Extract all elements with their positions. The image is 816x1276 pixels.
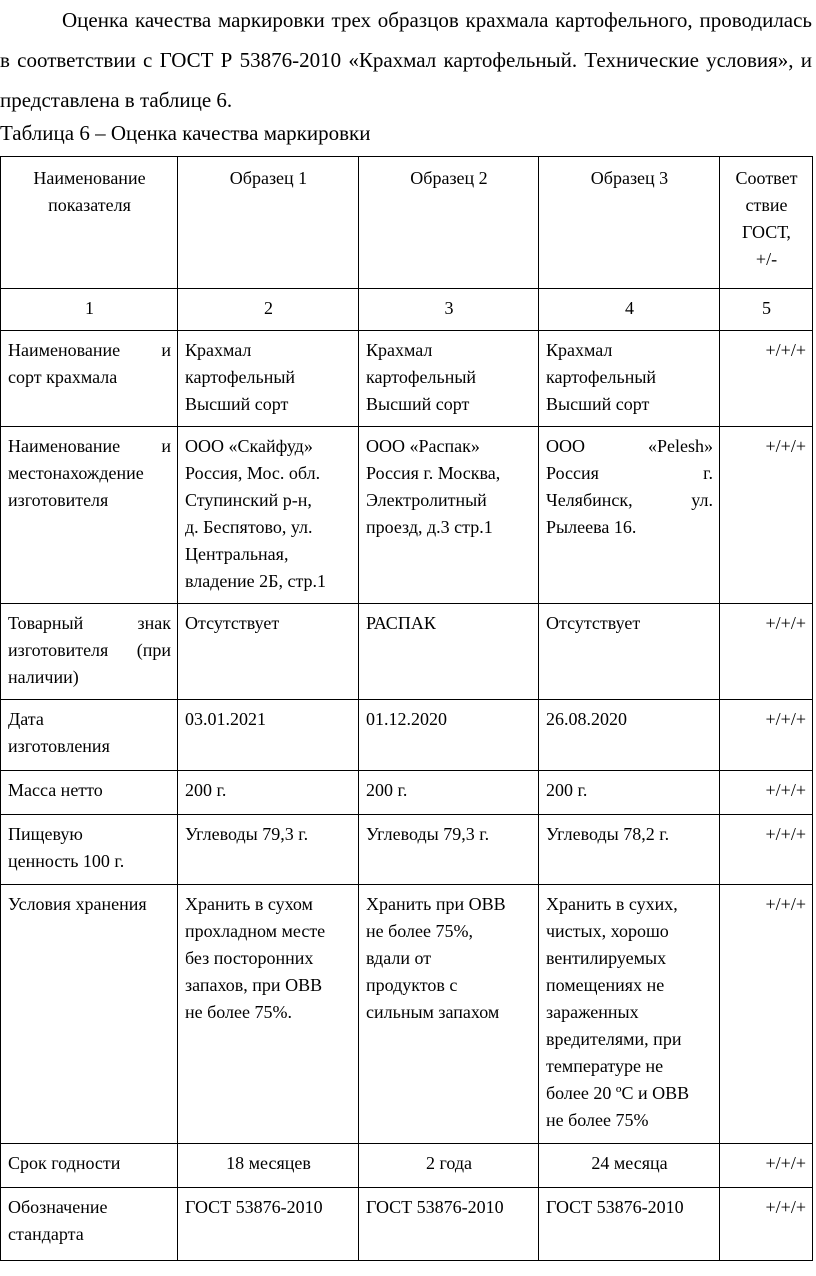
- gost-compliance-cell: +/+/+: [720, 331, 813, 427]
- header-gost-compliance: [720, 157, 813, 289]
- indicator-cell: Срок годности: [1, 1144, 178, 1188]
- cell-line: температуре не: [546, 1056, 664, 1076]
- header-gost-line-4: +/-: [755, 249, 778, 269]
- cell-line: Россия, Мос. обл.: [185, 463, 321, 483]
- sample-2-cell: Углеводы 79,3 г.: [359, 815, 539, 885]
- cell-line: Крахмал: [546, 340, 613, 360]
- header-gost-line-1: Соответ: [735, 168, 798, 188]
- gost-compliance-cell: +/+/+: [720, 1188, 813, 1261]
- column-number: 5: [720, 289, 813, 331]
- gost-compliance-cell: +/+/+: [720, 427, 813, 604]
- indicator-line: изготовителя: [8, 490, 109, 510]
- gost-compliance-cell: +/+/+: [720, 771, 813, 815]
- indicator-line: Наименование и: [8, 340, 171, 360]
- cell-line: запахов, при ОВВ: [185, 975, 323, 995]
- cell-line: Крахмал: [366, 340, 433, 360]
- cell-line: Челябинск, ул.: [546, 490, 713, 510]
- sample-3-cell: [539, 427, 720, 604]
- indicator-cell: [1, 1188, 178, 1261]
- cell-line: прохладном месте: [185, 921, 326, 941]
- cell-line: проезд, д.3 стр.1: [366, 517, 493, 537]
- cell-line: не более 75%,: [366, 921, 473, 941]
- table-caption: Таблица 6 – Оценка качества маркировки: [0, 121, 371, 145]
- cell-line: картофельный: [366, 367, 477, 387]
- column-number: 4: [539, 289, 720, 331]
- cell-line: чистых, хорошо: [546, 921, 669, 941]
- indicator-cell: [1, 700, 178, 771]
- table-row-shelf-life: [1, 1144, 813, 1188]
- cell-line: Россия г.: [546, 463, 713, 483]
- table-row-nutritional-value: [1, 815, 813, 885]
- cell-line: вдали от: [366, 948, 432, 968]
- sample-2-cell: [359, 427, 539, 604]
- column-number: 1: [1, 289, 178, 331]
- cell-line: Высший сорт: [366, 394, 470, 414]
- indicator-line: Обозначение: [8, 1197, 108, 1217]
- sample-3-cell: 26.08.2020: [539, 700, 720, 771]
- column-number: 3: [359, 289, 539, 331]
- intro-paragraph: [0, 0, 812, 120]
- sample-3-cell: ГОСТ 53876-2010: [539, 1188, 720, 1261]
- indicator-line: изготовителя (при: [8, 640, 171, 660]
- table-row-starch-name: [1, 331, 813, 427]
- cell-line: Высший сорт: [185, 394, 289, 414]
- table-row-trademark: [1, 604, 813, 700]
- sample-1-cell: 03.01.2021: [178, 700, 359, 771]
- column-number-row: [1, 289, 813, 331]
- sample-2-cell: ГОСТ 53876-2010: [359, 1188, 539, 1261]
- gost-compliance-cell: +/+/+: [720, 604, 813, 700]
- table-row-manufacturer: [1, 427, 813, 604]
- cell-line: картофельный: [546, 367, 657, 387]
- gost-compliance-cell: +/+/+: [720, 885, 813, 1144]
- cell-line: вредителями, при: [546, 1029, 682, 1049]
- header-gost-line-2: ствие: [745, 195, 788, 215]
- table-header-row: [1, 157, 813, 289]
- cell-line: ООО «Pelesh»: [546, 436, 713, 456]
- table-row-storage-conditions: [1, 885, 813, 1144]
- sample-3-cell: 24 месяца: [539, 1144, 720, 1188]
- cell-line: без посторонних: [185, 948, 314, 968]
- sample-1-cell: 18 месяцев: [178, 1144, 359, 1188]
- indicator-line: Дата: [8, 709, 44, 729]
- gost-compliance-cell: +/+/+: [720, 1144, 813, 1188]
- table-row-net-weight: [1, 771, 813, 815]
- cell-line: Хранить в сухих,: [546, 894, 678, 914]
- indicator-cell: [1, 815, 178, 885]
- cell-line: Электролитный: [366, 490, 487, 510]
- cell-line: Крахмал: [185, 340, 252, 360]
- cell-line: Хранить при ОВВ: [366, 894, 506, 914]
- cell-line: сильным запахом: [366, 1002, 500, 1022]
- cell-line: Ступинский р-н,: [185, 490, 312, 510]
- indicator-line: Пищевую: [8, 824, 83, 844]
- indicator-cell: Масса нетто: [1, 771, 178, 815]
- indicator-line: наличии): [8, 667, 79, 687]
- cell-line: Высший сорт: [546, 394, 650, 414]
- column-number: 2: [178, 289, 359, 331]
- sample-1-cell: 200 г.: [178, 771, 359, 815]
- cell-line: Центральная,: [185, 544, 289, 564]
- header-indicator: Наименование показателя: [1, 157, 178, 289]
- sample-1-cell: Отсутствует: [178, 604, 359, 700]
- cell-line: зараженных: [546, 1002, 639, 1022]
- sample-3-cell: Углеводы 78,2 г.: [539, 815, 720, 885]
- sample-3-cell: Отсутствует: [539, 604, 720, 700]
- indicator-line: сорт крахмала: [8, 367, 118, 387]
- table-row-standard-designation: [1, 1188, 813, 1261]
- cell-line: Россия г. Москва,: [366, 463, 501, 483]
- sample-2-cell: 2 года: [359, 1144, 539, 1188]
- indicator-line: местонахождение: [8, 463, 144, 483]
- indicator-line: стандарта: [8, 1224, 84, 1244]
- indicator-cell: [1, 427, 178, 604]
- intro-line-2: проводилась в соответствии с ГОСТ Р 53876-2010 «Крахмал картофельный.: [0, 8, 813, 72]
- cell-line: д. Беспятово, ул.: [185, 517, 313, 537]
- sample-2-cell: [359, 331, 539, 427]
- intro-line-3: Технические условия», и представлена в таблице 6.: [0, 48, 812, 112]
- cell-line: помещениях не: [546, 975, 665, 995]
- indicator-line: изготовления: [8, 736, 110, 756]
- cell-line: ООО «Скайфуд»: [185, 436, 313, 456]
- header-sample-1: Образец 1: [178, 157, 359, 289]
- gost-compliance-cell: +/+/+: [720, 700, 813, 771]
- header-sample-2: Образец 2: [359, 157, 539, 289]
- sample-1-cell: Углеводы 79,3 г.: [178, 815, 359, 885]
- sample-2-cell: 01.12.2020: [359, 700, 539, 771]
- indicator-cell: Условия хранения: [1, 885, 178, 1144]
- gost-compliance-cell: +/+/+: [720, 815, 813, 885]
- header-gost-line-3: ГОСТ,: [742, 222, 791, 242]
- sample-1-cell: [178, 885, 359, 1144]
- intro-line-1: Оценка качества маркировки трех образцов крахмала картофельного,: [62, 8, 693, 32]
- sample-1-cell: [178, 427, 359, 604]
- indicator-cell: [1, 331, 178, 427]
- indicator-line: ценность 100 г.: [8, 851, 125, 871]
- marking-quality-table: [0, 156, 813, 1261]
- sample-2-cell: [359, 885, 539, 1144]
- cell-line: картофельный: [185, 367, 296, 387]
- indicator-line: Товарный знак: [8, 613, 171, 633]
- cell-line: Рылеева 16.: [546, 517, 637, 537]
- sample-2-cell: РАСПАК: [359, 604, 539, 700]
- cell-line: Хранить в сухом: [185, 894, 313, 914]
- cell-line: ООО «Распак»: [366, 436, 480, 456]
- sample-3-cell: [539, 331, 720, 427]
- cell-line: не более 75%.: [185, 1002, 292, 1022]
- sample-3-cell: [539, 885, 720, 1144]
- cell-line: продуктов с: [366, 975, 458, 995]
- indicator-line: Наименование и: [8, 436, 171, 456]
- header-sample-3: Образец 3: [539, 157, 720, 289]
- table-row-production-date: [1, 700, 813, 771]
- cell-line: более 20 ºС и ОВВ: [546, 1083, 690, 1103]
- indicator-cell: [1, 604, 178, 700]
- sample-2-cell: 200 г.: [359, 771, 539, 815]
- cell-line: не более 75%: [546, 1110, 649, 1130]
- sample-3-cell: 200 г.: [539, 771, 720, 815]
- sample-1-cell: ГОСТ 53876-2010: [178, 1188, 359, 1261]
- cell-line: вентилируемых: [546, 948, 667, 968]
- cell-line: владение 2Б, стр.1: [185, 571, 327, 591]
- sample-1-cell: [178, 331, 359, 427]
